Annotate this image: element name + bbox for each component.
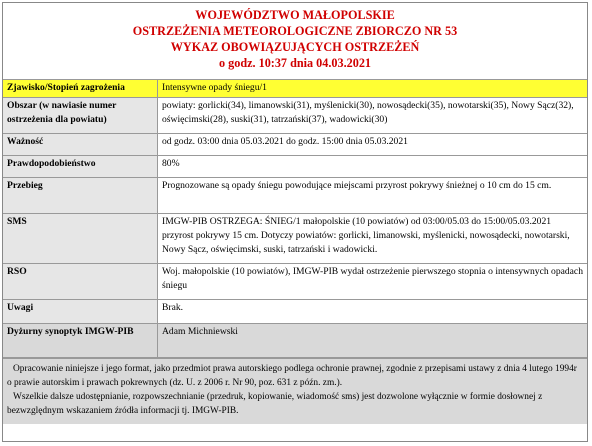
table-row (3, 156, 588, 178)
row-value: Prognozowane są opady śniegu powodujące miejscami przyrost pokrywy śnieżnej o 10 cm do 15 cm. (158, 178, 588, 214)
row-value: IMGW-PIB OSTRZEGA: ŚNIEG/1 małopolskie (10 powiatów) od 03:00/05.03 do 15:00/05.03.2021 przyrost pokrywy 15 cm. Dotyczy powiatów: gorlicki, limanowski, myślenicki, nowosądecki, nowotarski, Nowy Sącz, oświęcimski, suski, tatrzański i wadowicki. (158, 214, 588, 264)
region-title: WOJEWÓDZTWO MAŁOPOLSKIE (195, 8, 395, 22)
issue-time: o godz. 10:37 dnia 04.03.2021 (218, 56, 372, 70)
table-row (3, 264, 588, 300)
row-label: Obszar (w nawiasie numer ostrzeżenia dla powiatu) (3, 98, 158, 134)
table-row (3, 80, 588, 98)
warning-document (2, 2, 588, 442)
row-value: od godz. 03:00 dnia 05.03.2021 do godz. 15:00 dnia 05.03.2021 (158, 134, 588, 156)
row-value: Intensywne opady śniegu/1 (158, 80, 588, 98)
table-row (3, 178, 588, 214)
row-value: Woj. małopolskie (10 powiatów), IMGW-PIB wydał ostrzeżenie pierwszego stopnia o intensywnych opadach śniegu (158, 264, 588, 300)
table-row (3, 98, 588, 134)
table-row (3, 214, 588, 264)
document-header (3, 3, 587, 79)
row-value: 80% (158, 156, 588, 178)
table-row (3, 134, 588, 156)
warning-table (2, 79, 588, 358)
table-row (3, 324, 588, 358)
row-label: Zjawisko/Stopień zagrożenia (3, 80, 158, 98)
row-label: Uwagi (3, 300, 158, 324)
row-label: Prawdopodobieństwo (3, 156, 158, 178)
row-value: Brak. (158, 300, 588, 324)
row-label: SMS (3, 214, 158, 264)
row-label: RSO (3, 264, 158, 300)
row-label: Przebieg (3, 178, 158, 214)
row-value: Adam Michniewski (158, 324, 588, 358)
row-value: powiaty: gorlicki(34), limanowski(31), myślenicki(30), nowosądecki(35), nowotarski(35), Nowy Sącz(32), oświęcimski(28), suski(31), tatrzański(37), wadowicki(30) (158, 98, 588, 134)
distribution-notice: Wszelkie dalsze udostępnianie, rozpowszechnianie (przedruk, kopiowanie, wiadomość sms) jest dozwolone wyłącznie w formie dosłownej z bezwzględnym wskazaniem źródła informacji tj. IMGW-PIB. (7, 392, 543, 416)
table-row (3, 300, 588, 324)
row-label: Dyżurny synoptyk IMGW-PIB (3, 324, 158, 358)
copyright-notice: Opracowanie niniejsze i jego format, jako przedmiot prawa autorskiego podlega ochronie prawnej, zgodnie z przepisami ustawy z dnia 4 lutego 1994r o prawie autorskim i prawach pokrewnych (dz. U. z 2006 r. Nr 90, poz. 631 z późn. zm.). (7, 364, 577, 388)
row-label: Ważność (3, 134, 158, 156)
bulletin-number: OSTRZEŻENIA METEOROLOGICZNE ZBIORCZO NR 53 (132, 24, 458, 38)
list-title: WYKAZ OBOWIĄZUJĄCYCH OSTRZEŻEŃ (170, 40, 420, 54)
copyright-footer (3, 358, 587, 424)
